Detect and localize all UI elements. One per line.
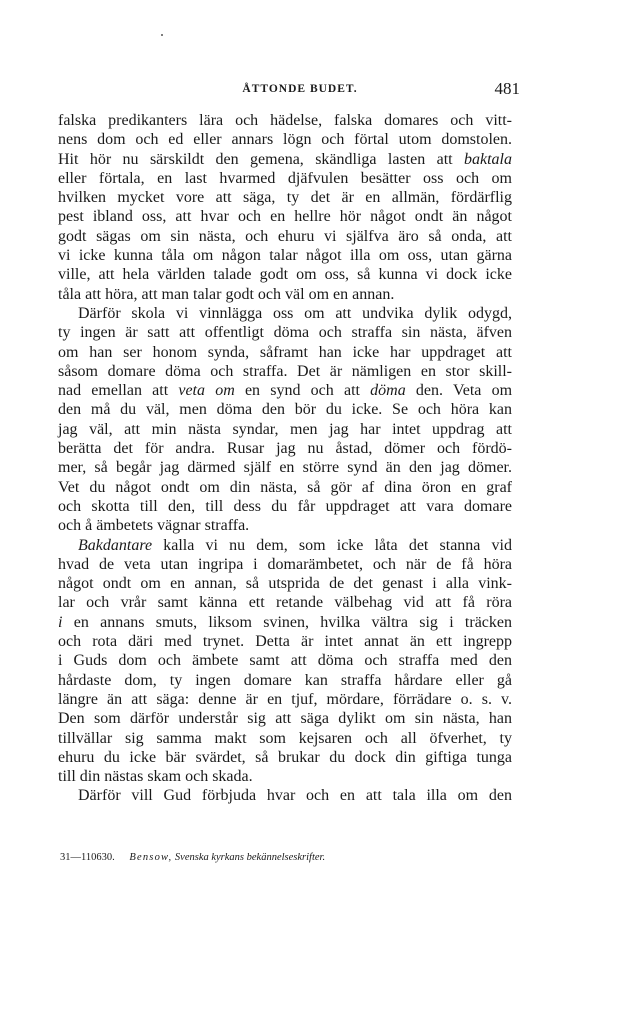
emphasis: baktala bbox=[464, 150, 512, 168]
text-line: i en annans smuts, liksom svinen, hvilka vältra sig i träcken bbox=[58, 613, 512, 631]
text-line: ville, att hela världen talade godt om oss, så kunna vi dock icke bbox=[58, 266, 512, 284]
running-title: ÅTTONDE BUDET. bbox=[242, 83, 358, 95]
signature-mark: 31—110630. bbox=[60, 852, 115, 863]
text-line: tillvällar sig samma makt som kejsaren och all öfverhet, ty bbox=[58, 729, 512, 747]
text-line: den må du väl, men döma den bör du icke. Se och höra kan bbox=[58, 401, 512, 419]
printer-signature-line bbox=[60, 852, 325, 863]
text-line: mer, så begår jag därmed själf en större synd än den jag dömer. bbox=[58, 459, 512, 477]
text-line: godt sägas om sin nästa, och ehuru vi själfva äro så onda, att bbox=[58, 227, 512, 245]
text-line: falska predikanters lära och hädelse, falska domares och vitt- bbox=[58, 112, 512, 129]
text-line: lar och vrår samt känna ett retande välbehag vid att få röra bbox=[58, 594, 512, 612]
text-line: eller förtala, en last hvarmed djäfvulen besätter oss och om bbox=[58, 169, 512, 187]
text-line: och skotta till den, till dess du får uppdraget att vara domare bbox=[58, 497, 512, 515]
emphasis: döma bbox=[370, 382, 406, 400]
text-line: hårdaste dom, ty ingen domare kan straffa hårdare eller gå bbox=[58, 671, 512, 689]
text-line: nens dom och ed eller annars lögn och förtal utom domstolen. bbox=[58, 131, 512, 149]
text-line: nad emellan att veta om en synd och att döma den. Veta om bbox=[58, 382, 513, 400]
text-line: om han ser honom synda, såframt han icke har uppdraget att bbox=[58, 343, 512, 361]
text-line: pest ibland oss, att hvar och en hellre hör något ondt än något bbox=[58, 208, 512, 226]
text-line: Därför skola vi vinnlägga oss om att undvika dylik odygd, bbox=[78, 304, 512, 322]
running-head bbox=[60, 79, 520, 101]
text-line: såsom domare döma och straffa. Det är nämligen en stor skill- bbox=[58, 362, 512, 380]
page-number: 481 bbox=[494, 79, 520, 98]
print-speck bbox=[161, 34, 163, 36]
author-name: Bensow, bbox=[129, 852, 173, 863]
text-line: tåla att höra, att man talar godt och väl om en annan. bbox=[58, 285, 395, 303]
book-title: Svenska kyrkans bekännelseskrifter. bbox=[174, 852, 326, 863]
text-line: Hit hör nu särskildt den gemena, skändliga lasten att baktala bbox=[58, 150, 512, 168]
text-line: Vet du något ondt om din nästa, så gör af dina öron en graf bbox=[58, 478, 512, 496]
text-line: vi icke kunna tåla om någon talar något illa om oss, utan gärna bbox=[58, 247, 512, 265]
text-line: i Guds dom och ämbete samt att döma och straffa med den bbox=[58, 652, 512, 670]
text-line: längre än att säga: denne är en tjuf, mördare, förrädare o. s. v. bbox=[58, 690, 512, 708]
emphasis: veta om bbox=[178, 382, 235, 400]
text-line: jag väl, att min nästa syndar, men jag har intet uppdrag att bbox=[58, 420, 512, 438]
text-line: och å ämbetets vägnar straffa. bbox=[58, 517, 250, 535]
text-line: till din nästas skam och skada. bbox=[58, 768, 253, 786]
text-line: något ondt om en annan, så utsprida de det genast i alla vink- bbox=[58, 575, 512, 593]
text-line: och rota däri med trynet. Detta är intet annat än ett ingrepp bbox=[58, 633, 512, 651]
body-text bbox=[58, 111, 512, 806]
text-line: hvilken mycket vore att säga, ty det är en allmän, fördärflig bbox=[58, 189, 512, 207]
text-line: ehuru du icke bär svärdet, så brukar du dock din giftiga tunga bbox=[58, 748, 512, 766]
text-line: ty ingen är satt att offentligt döma och straffa sin nästa, äfven bbox=[58, 324, 512, 342]
text-line: Bakdantare kalla vi nu dem, som icke låta det stanna vid bbox=[78, 536, 512, 554]
text-line: Den som därför understår sig att säga dylikt om sin nästa, han bbox=[58, 710, 512, 728]
emphasis: Bakdantare bbox=[78, 536, 153, 554]
text-line: berätta det för andra. Rusar jag nu åstad, dömer och fördö- bbox=[58, 440, 512, 458]
text-line: hvad de veta utan ingripa i domarämbetet, och när de få höra bbox=[58, 555, 512, 573]
text-line: Därför vill Gud förbjuda hvar och en att tala illa om den bbox=[78, 787, 512, 805]
emphasis: i bbox=[58, 613, 63, 631]
